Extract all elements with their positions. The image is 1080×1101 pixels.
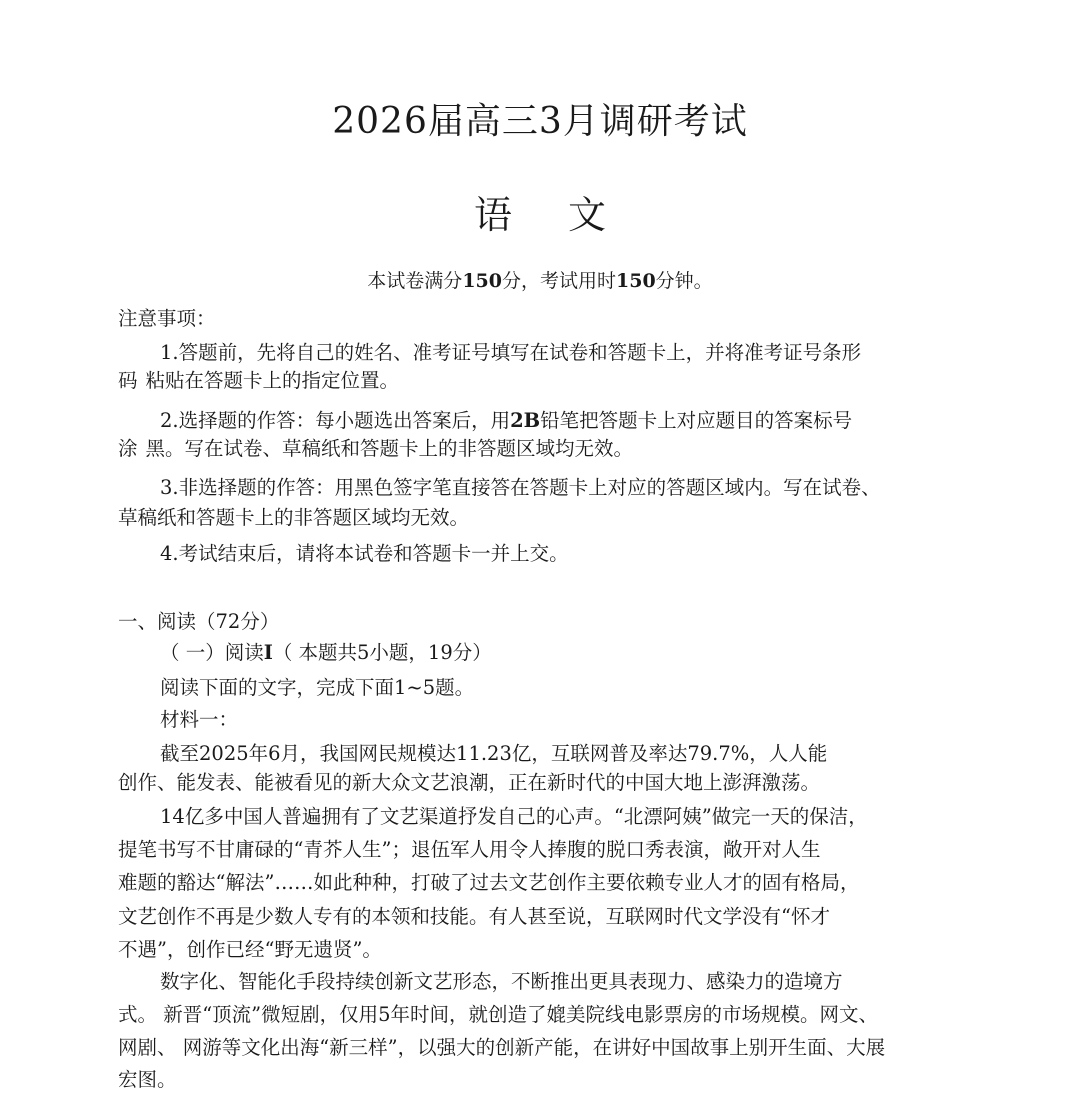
paragraph-2-line-5: 不遇”，创作已经“野无遗贤”。 <box>118 938 382 961</box>
paragraph-3-line-1: 数字化、智能化手段持续创新文艺形态，不断推出更具表现力、感染力的造境方 <box>160 970 843 993</box>
note-4-line-1: 4.考试结束后，请将本试卷和答题卡一并上交。 <box>160 542 569 565</box>
note-2-line-2a: 涂 <box>118 437 138 460</box>
paragraph-2-line-3: 难题的豁达“解法”……如此种种，打破了过去文艺创作主要依赖专业人才的固有格局， <box>118 871 860 894</box>
note-1-line-2a: 码 <box>118 369 138 392</box>
paragraph-1-line-2: 创作、能发表、能被看见的新大众文艺浪潮，正在新时代的中国大地上澎湃激荡。 <box>118 771 821 794</box>
paragraph-2-line-2: 提笔书写不甘庸碌的“青芥人生”；退伍军人用令人捧腹的脱口秀表演，敞开对人生 <box>118 838 821 861</box>
note-3-line-1: 3.非选择题的作答：用黑色签字笔直接答在答题卡上对应的答题区域内。写在试卷、 <box>160 476 881 499</box>
paragraph-1-line-1: 截至2025年6月，我国网民规模达11.23亿，互联网普及率达79.7%，人人能 <box>160 742 828 765</box>
paragraph-2-line-4: 文艺创作不再是少数人专有的本领和技能。有人甚至说，互联网时代文学没有“怀才 <box>118 905 830 928</box>
subject-char-2: 文 <box>568 193 607 237</box>
paragraph-3-line-4: 宏图。 <box>118 1068 177 1091</box>
notes-heading: 注意事项： <box>118 307 216 330</box>
score-text-3: 分钟。 <box>655 270 713 292</box>
subsection-heading <box>160 636 492 670</box>
subject-char-1: 语 <box>473 193 512 237</box>
full-score-value: 150 <box>462 270 502 292</box>
note-1-line-2b: 粘贴在答题卡上的指定位置。 <box>145 369 400 392</box>
time-limit-value: 150 <box>616 270 656 292</box>
paragraph-3-line-3: 网剧、 网游等文化出海“新三样”，以强大的创新产能，在讲好中国故事上别开生面、大展 <box>118 1036 886 1059</box>
section-heading: 一、阅读（72分） <box>118 610 280 633</box>
reading-instruction: 阅读下面的文字，完成下面1~5题。 <box>160 676 475 699</box>
note-2-line-1a: 2.选择题的作答：每小题选出答案后，用 <box>160 409 511 432</box>
subsection-label: （ 一）阅读 <box>160 641 264 664</box>
note-1-line-2 <box>118 364 399 398</box>
score-info <box>0 266 1080 296</box>
material-label: 材料一： <box>160 708 239 731</box>
paragraph-3-line-2: 式。 新晋“顶流”微短剧，仅用5年时间，就创造了媲美院线电影票房的市场规模。网文、 <box>118 1003 879 1026</box>
paragraph-2-line-1: 14亿多中国人普遍拥有了文艺渠道抒发自己的心声。“北漂阿姨”做完一天的保洁， <box>160 805 868 828</box>
subject-title <box>0 188 1080 242</box>
subsection-detail: （ 本题共5小题，19分） <box>272 641 492 664</box>
note-2-line-1c: 铅笔把答题卡上对应题目的答案标号 <box>540 409 853 432</box>
exam-title: 2026届高三3月调研考试 <box>332 101 748 142</box>
score-text-2: 分，考试用时 <box>501 270 616 292</box>
note-2-pencil: 2B <box>510 409 541 432</box>
note-1-line-1: 1.答题前，先将自己的姓名、准考证号填写在试卷和答题卡上，并将准考证号条形 <box>160 341 862 364</box>
note-2-line-2 <box>118 432 633 466</box>
note-2-line-2b: 黑。写在试卷、草稿纸和答题卡上的非答题区域均无效。 <box>145 437 634 460</box>
subsection-numeral: I <box>263 641 273 664</box>
note-3-line-2: 草稿纸和答题卡上的非答题区域均无效。 <box>118 506 470 529</box>
score-text-1: 本试卷满分 <box>367 270 463 292</box>
